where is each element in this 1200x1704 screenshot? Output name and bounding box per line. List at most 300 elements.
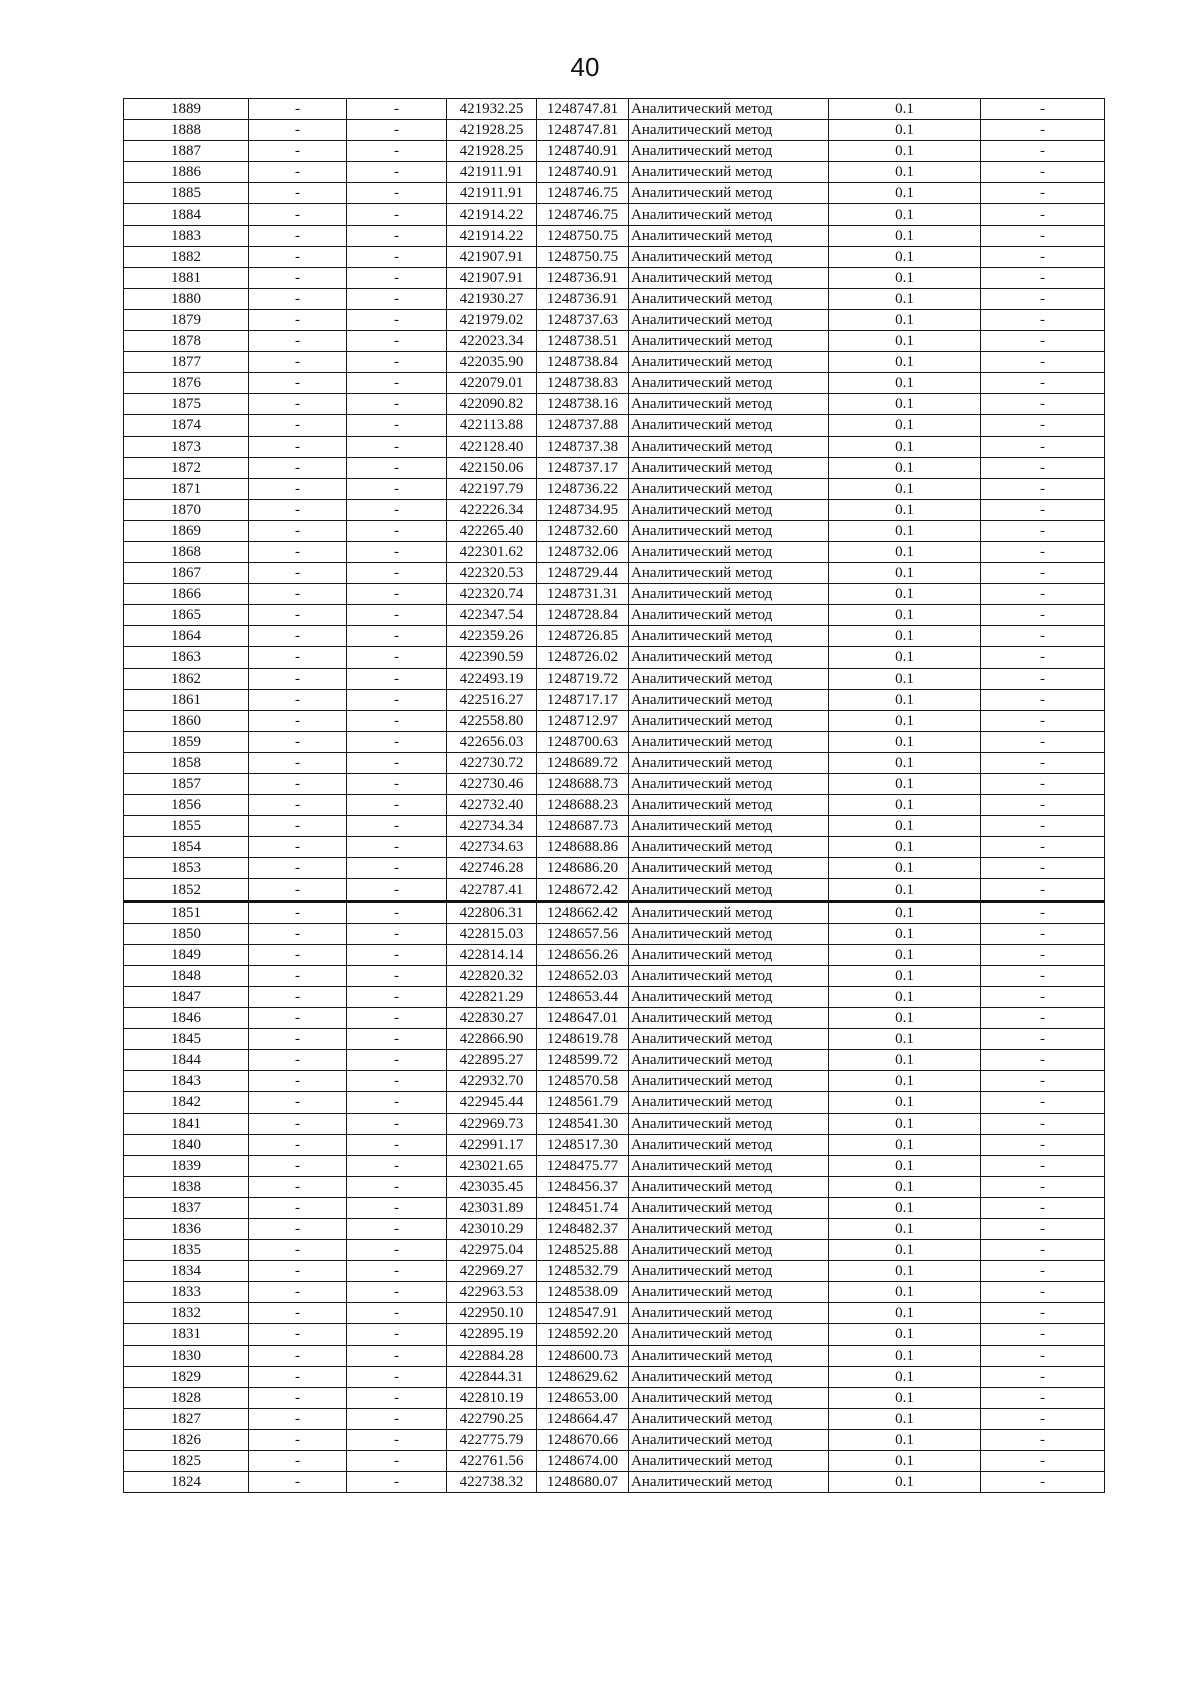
method-cell: Аналитический метод: [629, 1050, 829, 1071]
method-cell: Аналитический метод: [629, 183, 829, 204]
dash-cell: -: [347, 1050, 447, 1071]
coordinate-y-cell: 1248740.91: [537, 141, 629, 162]
note-cell: -: [981, 944, 1105, 965]
dash-cell: -: [249, 965, 347, 986]
table-row: [124, 204, 1105, 225]
note-cell: -: [981, 647, 1105, 668]
dash-cell: -: [347, 331, 447, 352]
accuracy-cell: 0.1: [829, 795, 981, 816]
note-cell: -: [981, 710, 1105, 731]
coordinate-x-cell: 421932.25: [447, 99, 537, 120]
table-row: [124, 225, 1105, 246]
note-cell: -: [981, 1429, 1105, 1450]
coordinate-x-cell: 422738.32: [447, 1472, 537, 1493]
method-cell: Аналитический метод: [629, 879, 829, 901]
note-cell: -: [981, 436, 1105, 457]
table-row: [124, 520, 1105, 541]
note-cell: -: [981, 1050, 1105, 1071]
coordinate-x-cell: 422347.54: [447, 605, 537, 626]
point-number-cell: 1834: [124, 1261, 249, 1282]
note-cell: -: [981, 352, 1105, 373]
dash-cell: -: [249, 457, 347, 478]
coordinate-x-cell: 422975.04: [447, 1240, 537, 1261]
method-cell: Аналитический метод: [629, 1387, 829, 1408]
coordinate-y-cell: 1248657.56: [537, 923, 629, 944]
note-cell: -: [981, 816, 1105, 837]
table-row: [124, 541, 1105, 562]
dash-cell: -: [249, 689, 347, 710]
coordinate-x-cell: 422656.03: [447, 731, 537, 752]
accuracy-cell: 0.1: [829, 1240, 981, 1261]
table-row: [124, 795, 1105, 816]
accuracy-cell: 0.1: [829, 965, 981, 986]
coordinate-y-cell: 1248688.23: [537, 795, 629, 816]
coordinate-x-cell: 422963.53: [447, 1282, 537, 1303]
dash-cell: -: [249, 584, 347, 605]
coordinate-x-cell: 422079.01: [447, 373, 537, 394]
method-cell: Аналитический метод: [629, 225, 829, 246]
table-row: [124, 774, 1105, 795]
dash-cell: -: [249, 1197, 347, 1218]
table-row: [124, 267, 1105, 288]
method-cell: Аналитический метод: [629, 394, 829, 415]
table-row: [124, 731, 1105, 752]
coordinate-x-cell: 422746.28: [447, 858, 537, 879]
method-cell: Аналитический метод: [629, 1092, 829, 1113]
accuracy-cell: 0.1: [829, 436, 981, 457]
table-row: [124, 1282, 1105, 1303]
point-number-cell: 1856: [124, 795, 249, 816]
table-row: [124, 99, 1105, 120]
method-cell: Аналитический метод: [629, 141, 829, 162]
coordinate-y-cell: 1248746.75: [537, 204, 629, 225]
accuracy-cell: 0.1: [829, 1324, 981, 1345]
note-cell: -: [981, 120, 1105, 141]
accuracy-cell: 0.1: [829, 204, 981, 225]
table-row: [124, 647, 1105, 668]
method-cell: Аналитический метод: [629, 837, 829, 858]
accuracy-cell: 0.1: [829, 1113, 981, 1134]
dash-cell: -: [347, 1008, 447, 1029]
method-cell: Аналитический метод: [629, 1176, 829, 1197]
coordinate-x-cell: 422516.27: [447, 689, 537, 710]
coordinate-x-cell: 422950.10: [447, 1303, 537, 1324]
coordinate-x-cell: 422320.74: [447, 584, 537, 605]
point-number-cell: 1874: [124, 415, 249, 436]
point-number-cell: 1883: [124, 225, 249, 246]
point-number-cell: 1841: [124, 1113, 249, 1134]
dash-cell: -: [249, 436, 347, 457]
table-row: [124, 901, 1105, 923]
coordinate-x-cell: 422884.28: [447, 1345, 537, 1366]
accuracy-cell: 0.1: [829, 267, 981, 288]
dash-cell: -: [249, 626, 347, 647]
table-row: [124, 1303, 1105, 1324]
point-number-cell: 1864: [124, 626, 249, 647]
coordinate-y-cell: 1248619.78: [537, 1029, 629, 1050]
accuracy-cell: 0.1: [829, 373, 981, 394]
point-number-cell: 1849: [124, 944, 249, 965]
note-cell: -: [981, 1113, 1105, 1134]
point-number-cell: 1887: [124, 141, 249, 162]
method-cell: Аналитический метод: [629, 204, 829, 225]
point-number-cell: 1831: [124, 1324, 249, 1345]
point-number-cell: 1868: [124, 541, 249, 562]
accuracy-cell: 0.1: [829, 647, 981, 668]
dash-cell: -: [347, 1155, 447, 1176]
table-row: [124, 120, 1105, 141]
dash-cell: -: [249, 225, 347, 246]
table-row: [124, 1366, 1105, 1387]
dash-cell: -: [249, 774, 347, 795]
note-cell: -: [981, 626, 1105, 647]
coordinate-x-cell: 421930.27: [447, 288, 537, 309]
accuracy-cell: 0.1: [829, 288, 981, 309]
accuracy-cell: 0.1: [829, 1176, 981, 1197]
point-number-cell: 1851: [124, 901, 249, 923]
table-row: [124, 1345, 1105, 1366]
note-cell: -: [981, 1303, 1105, 1324]
coordinate-y-cell: 1248517.30: [537, 1134, 629, 1155]
coordinate-y-cell: 1248750.75: [537, 246, 629, 267]
point-number-cell: 1882: [124, 246, 249, 267]
dash-cell: -: [347, 668, 447, 689]
dash-cell: -: [249, 267, 347, 288]
method-cell: Аналитический метод: [629, 1071, 829, 1092]
dash-cell: -: [249, 499, 347, 520]
coordinate-x-cell: 421914.22: [447, 225, 537, 246]
accuracy-cell: 0.1: [829, 1472, 981, 1493]
accuracy-cell: 0.1: [829, 246, 981, 267]
dash-cell: -: [347, 965, 447, 986]
coordinate-y-cell: 1248738.51: [537, 331, 629, 352]
coordinate-y-cell: 1248734.95: [537, 499, 629, 520]
dash-cell: -: [249, 373, 347, 394]
point-number-cell: 1824: [124, 1472, 249, 1493]
dash-cell: -: [249, 1429, 347, 1450]
table-row: [124, 584, 1105, 605]
note-cell: -: [981, 1029, 1105, 1050]
accuracy-cell: 0.1: [829, 331, 981, 352]
point-number-cell: 1869: [124, 520, 249, 541]
coordinate-x-cell: 422787.41: [447, 879, 537, 901]
coordinate-y-cell: 1248737.38: [537, 436, 629, 457]
accuracy-cell: 0.1: [829, 225, 981, 246]
dash-cell: -: [347, 1197, 447, 1218]
note-cell: -: [981, 1155, 1105, 1176]
dash-cell: -: [347, 879, 447, 901]
method-cell: Аналитический метод: [629, 923, 829, 944]
dash-cell: -: [347, 605, 447, 626]
dash-cell: -: [249, 1472, 347, 1493]
method-cell: Аналитический метод: [629, 1113, 829, 1134]
coordinate-y-cell: 1248740.91: [537, 162, 629, 183]
point-number-cell: 1827: [124, 1408, 249, 1429]
method-cell: Аналитический метод: [629, 901, 829, 923]
method-cell: Аналитический метод: [629, 584, 829, 605]
coordinate-x-cell: 422730.72: [447, 752, 537, 773]
point-number-cell: 1866: [124, 584, 249, 605]
note-cell: -: [981, 1387, 1105, 1408]
table-row: [124, 309, 1105, 330]
coordinate-y-cell: 1248600.73: [537, 1345, 629, 1366]
coordinate-y-cell: 1248732.60: [537, 520, 629, 541]
dash-cell: -: [347, 1261, 447, 1282]
note-cell: -: [981, 541, 1105, 562]
accuracy-cell: 0.1: [829, 774, 981, 795]
dash-cell: -: [347, 1324, 447, 1345]
note-cell: -: [981, 267, 1105, 288]
method-cell: Аналитический метод: [629, 499, 829, 520]
accuracy-cell: 0.1: [829, 478, 981, 499]
coordinate-y-cell: 1248726.02: [537, 647, 629, 668]
coordinate-x-cell: 422558.80: [447, 710, 537, 731]
table-row: [124, 436, 1105, 457]
method-cell: Аналитический метод: [629, 520, 829, 541]
note-cell: -: [981, 795, 1105, 816]
dash-cell: -: [249, 520, 347, 541]
dash-cell: -: [347, 858, 447, 879]
method-cell: Аналитический метод: [629, 689, 829, 710]
coordinate-y-cell: 1248656.26: [537, 944, 629, 965]
table-row: [124, 965, 1105, 986]
note-cell: -: [981, 1472, 1105, 1493]
coordinate-x-cell: 422090.82: [447, 394, 537, 415]
coordinate-y-cell: 1248737.88: [537, 415, 629, 436]
point-number-cell: 1830: [124, 1345, 249, 1366]
method-cell: Аналитический метод: [629, 668, 829, 689]
point-number-cell: 1836: [124, 1218, 249, 1239]
note-cell: -: [981, 288, 1105, 309]
coordinate-y-cell: 1248647.01: [537, 1008, 629, 1029]
point-number-cell: 1840: [124, 1134, 249, 1155]
note-cell: -: [981, 1451, 1105, 1472]
coordinate-x-cell: 422732.40: [447, 795, 537, 816]
coordinate-x-cell: 422815.03: [447, 923, 537, 944]
point-number-cell: 1872: [124, 457, 249, 478]
dash-cell: -: [347, 795, 447, 816]
coordinate-x-cell: 422734.34: [447, 816, 537, 837]
table-row: [124, 1324, 1105, 1345]
dash-cell: -: [347, 1387, 447, 1408]
dash-cell: -: [347, 267, 447, 288]
dash-cell: -: [249, 120, 347, 141]
table-row: [124, 816, 1105, 837]
dash-cell: -: [347, 944, 447, 965]
accuracy-cell: 0.1: [829, 563, 981, 584]
method-cell: Аналитический метод: [629, 331, 829, 352]
coordinate-y-cell: 1248747.81: [537, 120, 629, 141]
coordinate-y-cell: 1248687.73: [537, 816, 629, 837]
accuracy-cell: 0.1: [829, 1050, 981, 1071]
point-number-cell: 1857: [124, 774, 249, 795]
point-number-cell: 1839: [124, 1155, 249, 1176]
coordinate-x-cell: 422806.31: [447, 901, 537, 923]
accuracy-cell: 0.1: [829, 1134, 981, 1155]
note-cell: -: [981, 99, 1105, 120]
dash-cell: -: [249, 1324, 347, 1345]
accuracy-cell: 0.1: [829, 1429, 981, 1450]
dash-cell: -: [347, 710, 447, 731]
table-row: [124, 837, 1105, 858]
table-row: [124, 1008, 1105, 1029]
dash-cell: -: [347, 99, 447, 120]
method-cell: Аналитический метод: [629, 541, 829, 562]
method-cell: Аналитический метод: [629, 1155, 829, 1176]
method-cell: Аналитический метод: [629, 162, 829, 183]
note-cell: -: [981, 879, 1105, 901]
table-row: [124, 1197, 1105, 1218]
coordinate-y-cell: 1248482.37: [537, 1218, 629, 1239]
note-cell: -: [981, 478, 1105, 499]
point-number-cell: 1835: [124, 1240, 249, 1261]
dash-cell: -: [249, 1113, 347, 1134]
note-cell: -: [981, 1324, 1105, 1345]
accuracy-cell: 0.1: [829, 944, 981, 965]
dash-cell: -: [347, 478, 447, 499]
dash-cell: -: [249, 1029, 347, 1050]
accuracy-cell: 0.1: [829, 584, 981, 605]
dash-cell: -: [249, 901, 347, 923]
table-row: [124, 668, 1105, 689]
note-cell: -: [981, 584, 1105, 605]
table-row: [124, 944, 1105, 965]
accuracy-cell: 0.1: [829, 752, 981, 773]
coordinate-y-cell: 1248672.42: [537, 879, 629, 901]
coordinate-y-cell: 1248653.00: [537, 1387, 629, 1408]
method-cell: Аналитический метод: [629, 1303, 829, 1324]
dash-cell: -: [347, 1472, 447, 1493]
coordinate-y-cell: 1248688.86: [537, 837, 629, 858]
coordinate-x-cell: 422301.62: [447, 541, 537, 562]
table-row: [124, 162, 1105, 183]
note-cell: -: [981, 162, 1105, 183]
method-cell: Аналитический метод: [629, 1008, 829, 1029]
accuracy-cell: 0.1: [829, 710, 981, 731]
accuracy-cell: 0.1: [829, 1071, 981, 1092]
note-cell: -: [981, 923, 1105, 944]
method-cell: Аналитический метод: [629, 774, 829, 795]
accuracy-cell: 0.1: [829, 1218, 981, 1239]
coordinate-x-cell: 422150.06: [447, 457, 537, 478]
method-cell: Аналитический метод: [629, 1472, 829, 1493]
table-row: [124, 752, 1105, 773]
dash-cell: -: [249, 879, 347, 901]
note-cell: -: [981, 1176, 1105, 1197]
accuracy-cell: 0.1: [829, 1408, 981, 1429]
dash-cell: -: [249, 478, 347, 499]
dash-cell: -: [347, 731, 447, 752]
note-cell: -: [981, 837, 1105, 858]
note-cell: -: [981, 1008, 1105, 1029]
dash-cell: -: [249, 816, 347, 837]
coordinate-y-cell: 1248525.88: [537, 1240, 629, 1261]
coordinate-x-cell: 423021.65: [447, 1155, 537, 1176]
dash-cell: -: [347, 520, 447, 541]
coordinate-x-cell: 422128.40: [447, 436, 537, 457]
dash-cell: -: [347, 541, 447, 562]
dash-cell: -: [249, 1155, 347, 1176]
dash-cell: -: [249, 1134, 347, 1155]
coordinate-y-cell: 1248738.84: [537, 352, 629, 373]
dash-cell: -: [347, 1029, 447, 1050]
point-number-cell: 1879: [124, 309, 249, 330]
method-cell: Аналитический метод: [629, 373, 829, 394]
point-number-cell: 1844: [124, 1050, 249, 1071]
coordinate-y-cell: 1248747.81: [537, 99, 629, 120]
method-cell: Аналитический метод: [629, 288, 829, 309]
point-number-cell: 1847: [124, 986, 249, 1007]
coordinate-x-cell: 421979.02: [447, 309, 537, 330]
method-cell: Аналитический метод: [629, 731, 829, 752]
note-cell: -: [981, 225, 1105, 246]
dash-cell: -: [249, 1408, 347, 1429]
coordinate-x-cell: 422359.26: [447, 626, 537, 647]
point-number-cell: 1877: [124, 352, 249, 373]
accuracy-cell: 0.1: [829, 605, 981, 626]
table-row: [124, 457, 1105, 478]
accuracy-cell: 0.1: [829, 1345, 981, 1366]
note-cell: -: [981, 457, 1105, 478]
coordinate-x-cell: 422895.19: [447, 1324, 537, 1345]
coordinate-x-cell: 422991.17: [447, 1134, 537, 1155]
dash-cell: -: [249, 923, 347, 944]
note-cell: -: [981, 331, 1105, 352]
point-number-cell: 1833: [124, 1282, 249, 1303]
coordinate-y-cell: 1248737.17: [537, 457, 629, 478]
dash-cell: -: [249, 1282, 347, 1303]
dash-cell: -: [347, 499, 447, 520]
method-cell: Аналитический метод: [629, 1134, 829, 1155]
table-row: [124, 923, 1105, 944]
dash-cell: -: [249, 1008, 347, 1029]
coordinate-y-cell: 1248689.72: [537, 752, 629, 773]
accuracy-cell: 0.1: [829, 183, 981, 204]
coordinate-x-cell: 423010.29: [447, 1218, 537, 1239]
method-cell: Аналитический метод: [629, 1218, 829, 1239]
note-cell: -: [981, 689, 1105, 710]
dash-cell: -: [347, 436, 447, 457]
point-number-cell: 1843: [124, 1071, 249, 1092]
point-number-cell: 1861: [124, 689, 249, 710]
coordinate-y-cell: 1248738.83: [537, 373, 629, 394]
coordinate-y-cell: 1248736.22: [537, 478, 629, 499]
coordinate-y-cell: 1248451.74: [537, 1197, 629, 1218]
method-cell: Аналитический метод: [629, 1366, 829, 1387]
point-number-cell: 1876: [124, 373, 249, 394]
method-cell: Аналитический метод: [629, 1429, 829, 1450]
table-row: [124, 1155, 1105, 1176]
dash-cell: -: [347, 774, 447, 795]
dash-cell: -: [347, 1282, 447, 1303]
accuracy-cell: 0.1: [829, 689, 981, 710]
coordinate-x-cell: 421928.25: [447, 141, 537, 162]
accuracy-cell: 0.1: [829, 858, 981, 879]
method-cell: Аналитический метод: [629, 309, 829, 330]
dash-cell: -: [347, 647, 447, 668]
point-number-cell: 1837: [124, 1197, 249, 1218]
coordinate-y-cell: 1248746.75: [537, 183, 629, 204]
note-cell: -: [981, 1197, 1105, 1218]
point-number-cell: 1889: [124, 99, 249, 120]
coordinate-x-cell: 422814.14: [447, 944, 537, 965]
table-row: [124, 1176, 1105, 1197]
dash-cell: -: [249, 1366, 347, 1387]
coordinate-x-cell: 422830.27: [447, 1008, 537, 1029]
dash-cell: -: [347, 816, 447, 837]
coordinate-x-cell: 422226.34: [447, 499, 537, 520]
dash-cell: -: [249, 415, 347, 436]
